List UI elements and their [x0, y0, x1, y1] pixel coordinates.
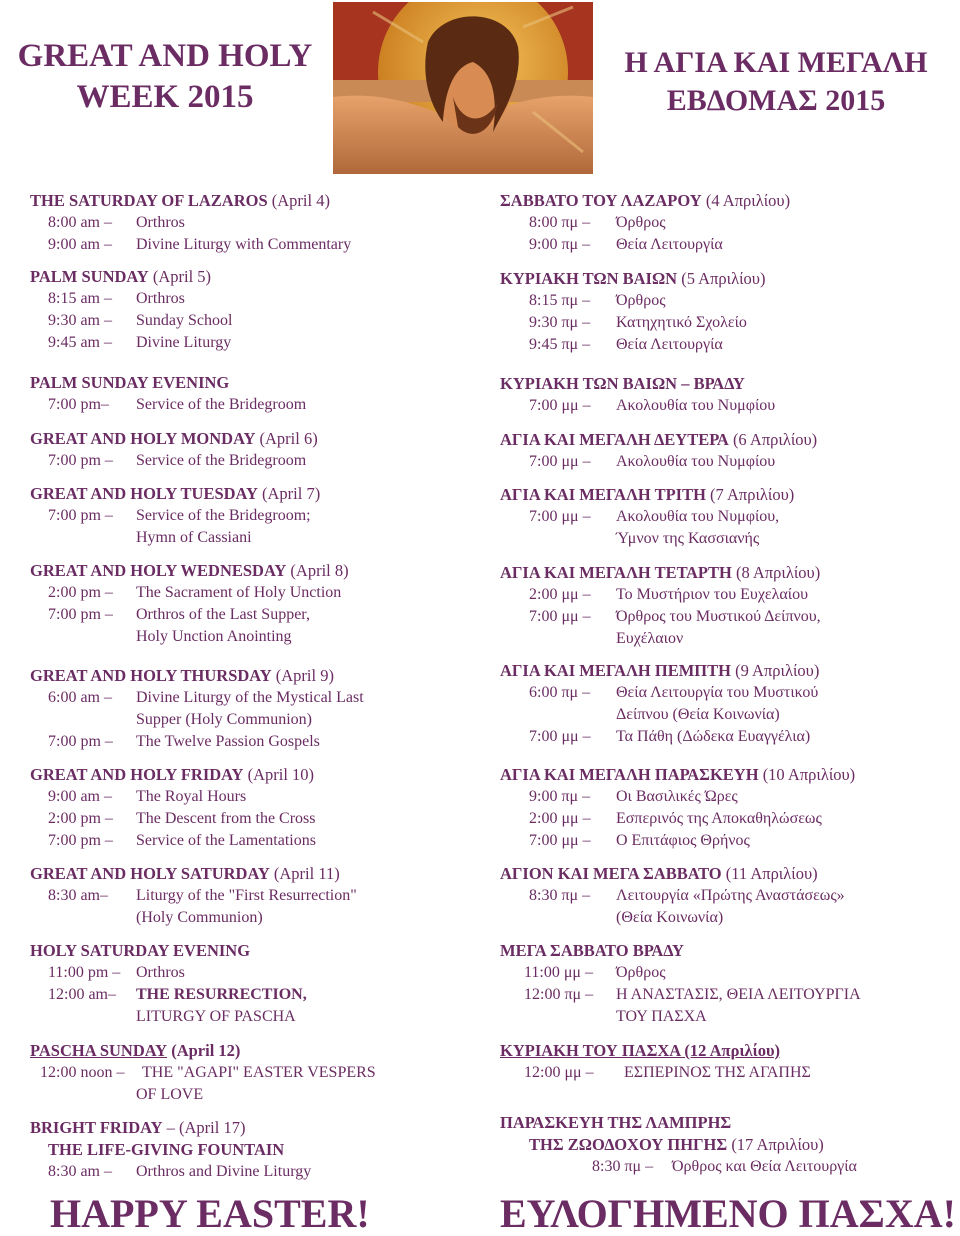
section-title: GREAT AND HOLY THURSDAY — [30, 666, 272, 685]
section-subtitle: THE LIFE-GIVING FOUNTAIN — [48, 1140, 285, 1159]
schedule-row — [30, 604, 470, 626]
service-name: Orthros of the Last Supper, — [136, 605, 310, 623]
service-name: Θεία Λειτουργία του Μυστικού — [616, 684, 819, 701]
greek-easter-greeting: ΕΥΛΟΓΗΜΕΝΟ ΠΑΣΧΑ! — [500, 1191, 956, 1236]
section-title: GREAT AND HOLY SATURDAY — [30, 864, 270, 883]
service-name: OF LOVE — [136, 1085, 204, 1103]
schedule-section — [30, 764, 470, 851]
schedule-row — [500, 808, 950, 830]
schedule-section — [30, 560, 470, 647]
schedule-row — [500, 506, 950, 528]
section-date: (April 6) — [259, 429, 318, 448]
schedule-row — [30, 731, 470, 753]
section-date: (April 10) — [247, 765, 315, 784]
service-time: 11:00 pm – — [48, 964, 121, 981]
service-name: THE RESURRECTION, — [136, 985, 307, 1003]
schedule-section — [500, 1112, 950, 1178]
service-time: 2:00 μμ – — [529, 586, 591, 603]
service-time: 8:30 πμ – — [592, 1158, 654, 1175]
service-name: ΕΣΠΕΡΙΝΟΣ ΤΗΣ ΑΓΑΠΗΣ — [624, 1064, 811, 1081]
service-time: 8:00 am – — [48, 214, 112, 231]
service-time: 9:00 πμ – — [529, 235, 591, 253]
service-time: 7:00 μμ – — [529, 831, 591, 849]
service-name: Orthros and Divine Liturgy — [136, 1163, 312, 1180]
schedule-row — [30, 830, 470, 852]
schedule-row — [500, 726, 950, 748]
schedule-row — [30, 1084, 470, 1106]
schedule-row — [30, 687, 470, 709]
service-time: 7:00 μμ – — [529, 453, 591, 470]
section-date: (5 Απριλίου) — [681, 269, 766, 288]
service-name: Service of the Bridegroom — [136, 452, 307, 469]
service-time: 7:00 pm – — [48, 507, 113, 524]
schedule-row — [30, 212, 470, 234]
service-name: Όρθρος — [616, 964, 666, 981]
service-name: Λειτουργία «Πρώτης Αναστάσεως» — [616, 887, 845, 904]
section-date: (11 Απριλίου) — [725, 864, 818, 883]
schedule-row — [30, 907, 470, 929]
service-time: 7:00 pm – — [48, 605, 113, 623]
schedule-section — [500, 373, 950, 417]
service-name: Η ΑΝΑΣΤΑΣΙΣ, ΘΕΙΑ ΛΕΙΤΟΥΡΓΙΑ — [616, 985, 861, 1003]
schedule-row — [30, 1006, 470, 1028]
service-name: (Holy Communion) — [136, 908, 263, 926]
schedule-row — [500, 290, 950, 312]
section-title: BRIGHT FRIDAY — [30, 1118, 163, 1137]
section-title: ΚΥΡΙΑΚΗ ΤΟΥ ΠΑΣΧΑ (12 Απριλίου) — [500, 1041, 781, 1060]
section-title: ΜΕΓΑ ΣΑΒΒΑΤΟ ΒΡΑΔΥ — [500, 941, 684, 960]
service-time: 7:00 μμ – — [529, 727, 591, 745]
section-date: (17 Απριλίου) — [731, 1135, 824, 1154]
schedule-section — [30, 1040, 470, 1106]
schedule-section — [30, 863, 470, 929]
service-name: THE "AGAPI" EASTER VESPERS — [142, 1064, 376, 1081]
english-title — [0, 36, 330, 119]
service-time: 8:15 πμ – — [529, 292, 591, 309]
schedule-row — [30, 234, 470, 256]
greek-title-line-2: ΕΒΔΟΜΑΣ 2015 — [666, 83, 886, 117]
service-time: 9:00 πμ – — [529, 788, 591, 805]
service-name: Ακολουθία του Νυμφίου — [616, 453, 776, 470]
schedule-row — [500, 984, 950, 1006]
section-date: (April 7) — [262, 484, 321, 503]
schedule-row — [500, 628, 950, 650]
service-time: 8:30 am – — [48, 1163, 112, 1180]
service-name: Liturgy of the "First Resurrection" — [136, 887, 357, 904]
schedule-row — [30, 310, 470, 332]
schedule-section — [500, 484, 950, 550]
service-time: 9:30 πμ – — [529, 313, 591, 331]
section-title: ΑΓΙΑ ΚΑΙ ΜΕΓΑΛΗ ΠΑΡΑΣΚΕΥΗ — [500, 765, 759, 784]
service-name: Ακολουθία του Νυμφίου — [616, 397, 776, 414]
section-date: (April 5) — [152, 267, 212, 286]
section-title: HOLY SATURDAY EVENING — [30, 941, 251, 960]
section-title: ΑΓΙΟΝ ΚΑΙ ΜΕΓΑ ΣΑΒΒΑΤΟ — [500, 864, 722, 883]
service-time: 6:00 πμ – — [529, 684, 591, 701]
section-title: PASCHA SUNDAY — [30, 1041, 168, 1060]
schedule-section — [500, 268, 950, 355]
english-title-line-1: GREAT AND HOLY — [17, 38, 313, 74]
schedule-row — [30, 505, 470, 527]
service-name: Εσπερινός της Αποκαθηλώσεως — [616, 809, 822, 827]
service-name: Ακολουθία του Νυμφίου, — [616, 508, 780, 525]
section-title: ΑΓΙΑ ΚΑΙ ΜΕΓΑΛΗ ΔΕΥΤΕΡΑ — [500, 430, 729, 449]
schedule-row — [500, 1006, 950, 1028]
schedule-row — [30, 1062, 470, 1084]
service-name: Τα Πάθη (Δώδεκα Ευαγγέλια) — [616, 727, 811, 745]
schedule-section — [500, 940, 950, 1027]
section-title: ΠΑΡΑΣΚΕΥΗ ΤΗΣ ΛΑΜΠΡΗΣ — [500, 1113, 732, 1132]
schedule-row — [500, 451, 950, 473]
schedule-section — [500, 429, 950, 473]
service-name: Ευχέλαιον — [616, 629, 684, 647]
service-time: 7:00 pm– — [48, 396, 109, 413]
section-date: – (April 17) — [166, 1118, 246, 1137]
service-time: 9:45 πμ – — [529, 335, 591, 353]
section-date: (April 8) — [290, 561, 349, 580]
service-name: The Twelve Passion Gospels — [136, 732, 320, 750]
schedule-row — [500, 234, 950, 256]
section-date: (6 Απριλίου) — [732, 430, 818, 449]
section-date: (7 Απριλίου) — [710, 485, 795, 504]
schedule-row — [500, 395, 950, 417]
schedule-row — [500, 962, 950, 984]
service-name: Hymn of Cassiani — [136, 528, 252, 546]
service-name: Service of the Bridegroom — [136, 396, 307, 413]
section-title: PALM SUNDAY EVENING — [30, 373, 230, 392]
service-name: Service of the Bridegroom; — [136, 507, 311, 524]
service-name: LITURGY OF PASCHA — [136, 1007, 296, 1025]
service-time: 7:00 pm – — [48, 732, 113, 750]
schedule-section — [500, 863, 950, 929]
service-name: Holy Unction Anointing — [136, 627, 292, 645]
section-date: (8 Απριλίου) — [735, 563, 821, 582]
service-time: 12:00 noon – — [40, 1064, 125, 1081]
schedule-row — [500, 528, 950, 550]
service-time: 8:15 am – — [48, 290, 112, 307]
section-title: GREAT AND HOLY FRIDAY — [30, 765, 244, 784]
service-name: Ύμνον της Κασσιανής — [616, 529, 760, 547]
service-time: 9:30 am – — [48, 311, 112, 329]
service-name: Divine Liturgy — [136, 333, 232, 351]
schedule-row — [30, 394, 470, 416]
service-time: 7:00 pm – — [48, 452, 113, 469]
schedule-row — [30, 709, 470, 731]
service-name: The Royal Hours — [136, 788, 247, 805]
section-title: GREAT AND HOLY WEDNESDAY — [30, 561, 287, 580]
schedule-section — [30, 190, 470, 256]
service-time: 7:00 μμ – — [529, 397, 591, 414]
schedule-row — [500, 606, 950, 628]
service-time: 9:45 am – — [48, 333, 112, 351]
schedule-row — [500, 1062, 950, 1084]
schedule-row — [500, 682, 950, 704]
schedule-row — [500, 212, 950, 234]
service-name: Sunday School — [136, 311, 233, 329]
schedule-row — [500, 1156, 950, 1178]
schedule-row — [30, 626, 470, 648]
schedule-row — [500, 704, 950, 726]
service-name: Orthros — [136, 214, 185, 231]
schedule-row — [30, 582, 470, 604]
service-name: Όρθρος — [616, 214, 666, 231]
schedule-section — [30, 940, 470, 1027]
crucifixion-icon — [333, 2, 593, 174]
schedule-row — [30, 984, 470, 1006]
service-name: Οι Βασιλικές Ώρες — [616, 788, 738, 805]
section-title: ΑΓΙΑ ΚΑΙ ΜΕΓΑΛΗ ΠΕΜΠΤΗ — [500, 661, 731, 680]
schedule-section — [500, 764, 950, 851]
service-name: Δείπνου (Θεία Κοινωνία) — [616, 705, 780, 723]
section-date: (9 Απριλίου) — [735, 661, 820, 680]
section-date: (April 12) — [171, 1041, 241, 1060]
greek-title-line-1: Η ΑΓΙΑ ΚΑΙ ΜΕΓΑΛΗ — [624, 46, 928, 79]
service-name: ΤΟΥ ΠΑΣΧΑ — [616, 1007, 707, 1025]
schedule-section — [30, 266, 470, 353]
schedule-section — [500, 660, 950, 747]
schedule-row — [30, 885, 470, 907]
section-title: ΑΓΙΑ ΚΑΙ ΜΕΓΑΛΗ ΤΡΙΤΗ — [500, 485, 706, 504]
service-name: Orthros — [136, 290, 185, 307]
section-title: ΚΥΡΙΑΚΗ ΤΩΝ ΒΑΙΩΝ – ΒΡΑΔΥ — [500, 374, 745, 393]
service-time: 6:00 am – — [48, 689, 112, 706]
service-time: 2:00 pm – — [48, 584, 113, 601]
schedule-section — [30, 428, 470, 472]
service-time: 7:00 μμ – — [529, 607, 591, 625]
service-time: 9:00 am – — [48, 235, 112, 253]
schedule-row — [500, 786, 950, 808]
service-name: Service of the Lamentations — [136, 831, 316, 849]
service-name: Orthros — [136, 964, 185, 981]
service-name: Όρθρος και Θεία Λειτουργία — [672, 1158, 857, 1175]
service-name: Όρθρος — [616, 292, 666, 309]
section-date: (April 4) — [271, 191, 330, 210]
section-date: (10 Απριλίου) — [762, 765, 856, 784]
happy-easter-greeting: HAPPY EASTER! — [50, 1191, 370, 1236]
service-name: Supper (Holy Communion) — [136, 710, 312, 728]
service-time: 9:00 am – — [48, 788, 112, 805]
schedule-row — [500, 312, 950, 334]
section-title: PALM SUNDAY — [30, 267, 149, 286]
section-date: (April 9) — [275, 666, 334, 685]
service-time: 2:00 μμ – — [529, 809, 591, 827]
service-name: Το Μυστήριον του Ευχελαίου — [616, 586, 808, 603]
service-time: 12:00 μμ – — [524, 1064, 594, 1081]
service-time: 11:00 μμ – — [524, 964, 594, 981]
schedule-row — [30, 1161, 470, 1183]
section-subtitle: ΤΗΣ ΖΩΟΔΟΧΟΥ ΠΗΓΗΣ — [529, 1135, 728, 1154]
section-title: GREAT AND HOLY MONDAY — [30, 429, 256, 448]
schedule-section — [30, 483, 470, 549]
schedule-row — [30, 962, 470, 984]
service-time: 7:00 pm – — [48, 831, 113, 849]
service-name: Θεία Λειτουργία — [616, 335, 723, 353]
schedule-section — [30, 665, 470, 752]
english-title-line-2: WEEK 2015 — [76, 79, 254, 116]
section-date: (April 11) — [273, 864, 340, 883]
schedule-row — [500, 907, 950, 929]
service-time: 7:00 μμ – — [529, 508, 591, 525]
section-title: ΑΓΙΑ ΚΑΙ ΜΕΓΑΛΗ ΤΕΤΑΡΤΗ — [500, 563, 732, 582]
service-name: Θεία Λειτουργία — [616, 235, 723, 253]
schedule-section — [500, 562, 950, 649]
service-time: 2:00 pm – — [48, 809, 113, 827]
section-title: THE SATURDAY OF LAZAROS — [30, 191, 268, 210]
service-name: The Descent from the Cross — [136, 809, 316, 827]
schedule-section — [500, 190, 950, 256]
section-title: ΣΑΒΒΑΤΟ ΤΟΥ ΛΑΖΑΡΟΥ — [500, 191, 702, 210]
section-date: (4 Απριλίου) — [705, 191, 791, 210]
schedule-section — [30, 372, 470, 416]
service-name: Ο Επιτάφιος Θρήνος — [616, 831, 750, 849]
service-name: (Θεία Κοινωνία) — [616, 908, 724, 926]
schedule-section — [30, 1117, 470, 1183]
service-time: 8:30 am– — [48, 887, 108, 904]
schedule-row — [30, 332, 470, 354]
service-time: 8:00 πμ – — [529, 214, 591, 231]
schedule-row — [30, 288, 470, 310]
service-time: 12:00 am– — [48, 985, 116, 1003]
service-name: The Sacrament of Holy Unction — [136, 584, 342, 601]
schedule-row — [500, 584, 950, 606]
schedule-row — [30, 786, 470, 808]
schedule-row — [500, 830, 950, 852]
schedule-row — [30, 808, 470, 830]
section-title: ΚΥΡΙΑΚΗ ΤΩΝ ΒΑΙΩΝ — [500, 269, 678, 288]
service-name: Κατηχητικό Σχολείο — [616, 313, 747, 331]
service-name: Όρθρος του Μυστικού Δείπνου, — [616, 607, 821, 625]
service-time: 8:30 πμ – — [529, 887, 591, 904]
greek-title — [592, 44, 960, 119]
schedule-row — [30, 450, 470, 472]
service-name: Divine Liturgy of the Mystical Last — [136, 689, 364, 706]
service-time: 12:00 πμ – — [524, 985, 594, 1003]
schedule-row — [500, 885, 950, 907]
schedule-row — [30, 527, 470, 549]
schedule-section — [500, 1040, 950, 1084]
schedule-row — [500, 334, 950, 356]
section-title: GREAT AND HOLY TUESDAY — [30, 484, 258, 503]
service-name: Divine Liturgy with Commentary — [136, 235, 352, 253]
